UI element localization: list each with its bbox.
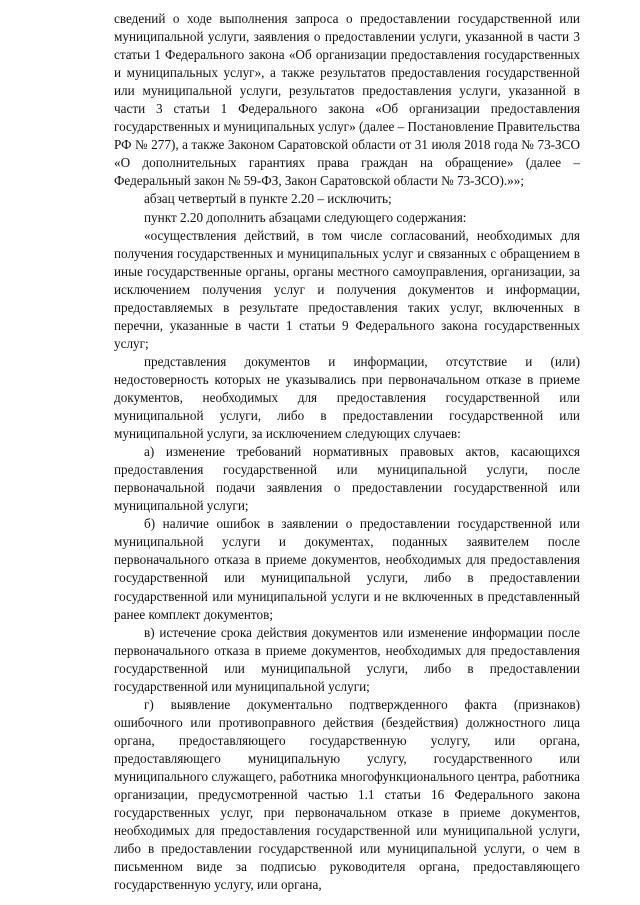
paragraph-4: «осуществления действий, в том числе согласований, необходимых для получения государственных и муниципальных услуг и связанных с обращением в иные государственные органы, органы местного самоуправления, организации, за исключением получения услуг и получения документов и информации, предоставляемых в результате предоставления таких услуг, включенных в перечни, указанные в части 1 статьи 9 Федерального закона государственных услуг; bbox=[114, 227, 580, 351]
list-item-a: а) изменение требований нормативных правовых актов, касающихся предоставления государственной или муниципальной услуги, после первоначальной подачи заявления о предоставлении государственной или муниципальной услуги; bbox=[114, 444, 580, 514]
paragraph-3: пункт 2.20 дополнить абзацами следующего содержания: bbox=[144, 209, 467, 225]
paragraph-2: абзац четвертый в пункте 2.20 – исключить; bbox=[144, 191, 392, 207]
paragraph-5: представления документов и информации, отсутствие и (или) недостоверность которых не указывались при первоначальном отказе в приеме документов, необходимых для предоставления государственной или муниципальной услуги, либо в предоставлении государственной или муниципальной услуги, за исключением следующих случаев: bbox=[114, 353, 580, 442]
list-item-b: б) наличие ошибок в заявлении о предоставлении государственной или муниципальной услуги и документах, поданных заявителем после первоначального отказа в приеме документов, необходимых для предоставления государственной или муниципальной услуги, либо в предоставлении государственной или муниципальной услуги и не включенных в представленный ранее комплект документов; bbox=[114, 516, 580, 622]
paragraph-1: сведений о ходе выполнения запроса о предоставлении государственной или муниципальной услуги, заявления о предоставлении услуги, указанной в части 3 статьи 1 Федерального закона «Об организации предоставления государственных и муниципальных услуг», а также результатов предоставления государственной или муниципальной услуги, результатов предоставления услуги, указанной в части 3 статьи 1 Федерального закона «Об организации предоставления государственных и муниципальных услуг» (далее – Постановление Правительства РФ № 277), а также Законом Саратовской области от 31 июля 2018 года № 73-ЗСО «О дополнительных гарантиях права граждан на обращение» (далее – Федеральный закон № 59-ФЗ, Закон Саратовской области № 73-ЗСО).»»; bbox=[114, 11, 580, 189]
list-item-g: г) выявление документально подтвержденного факта (признаков) ошибочного или противоправного действия (бездействия) должностного лица органа, предоставляющего государственную услугу, или органа, предоставляющего муниципальную услугу, государственного или муниципального служащего, работника многофункционального центра, работника организации, предусмотренной частью 1.1 статьи 16 Федерального закона государственных услуг, при первоначальном отказе в приеме документов, необходимых для предоставления государственной или муниципальной услуги, либо в предоставлении государственной или муниципальной услуги, о чем в письменном виде за подписью руководителя органа, предоставляющего государственную услугу, или органа, bbox=[114, 696, 580, 893]
list-item-v: в) истечение срока действия документов или изменение информации после первоначального отказа в приеме документов, необходимых для предоставления государственной или муниципальной услуги, либо в предоставлении государственной или муниципальной услуги; bbox=[114, 624, 580, 694]
document-body bbox=[114, 10, 580, 894]
